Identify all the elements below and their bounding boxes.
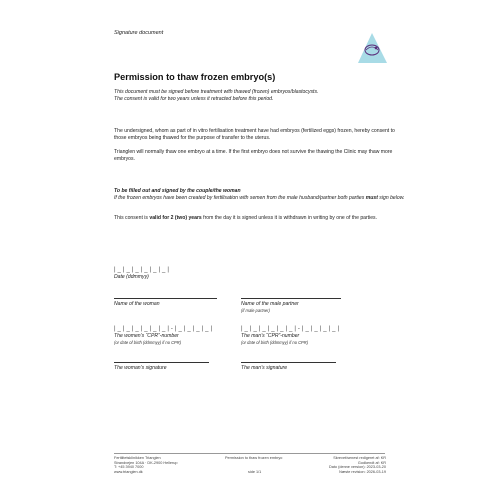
trianglen-logo-icon [354, 30, 390, 66]
woman-cpr-input-boxes[interactable]: |_|_|_|_|_|_|-|_|_|_|_| [114, 326, 215, 332]
footer-doc-title: Permission to thaw frozen embryo [225, 456, 283, 460]
partner-name-label: Name of the male partner [241, 301, 299, 307]
thawing-paragraph: Trianglen will normally thaw one embryo at a time. If the first embryo does not survive the thawing the Clinic may thaw more embryos. [114, 149, 393, 162]
woman-signature-label: The woman’s signature [114, 365, 167, 371]
fill-section-heading [114, 188, 414, 202]
man-signature-label: The man’s signature [241, 365, 288, 371]
footer-divider [114, 453, 385, 454]
intro-line-1: This document must be signed before treatment with thawed (frozen) embryos/blastocysts. [114, 89, 319, 95]
man-cpr-note: (or date of birth (ddmmyy) if no CPR) [241, 340, 309, 345]
fill-note: If the frozen embryos have been created by fertilisation with semen from the male husband/partner both parties must sign below. [114, 195, 405, 201]
validity-paragraph: This consent is valid for 2 (two) years from the day it is signed unless it is withdrawn in writing by one of the parties. [114, 215, 378, 221]
date-label: Date (ddmmyy) [114, 274, 149, 280]
intro-line-2: The consent is valid for two years unless it retracted before this period. [114, 96, 274, 102]
footer-meta: Skrevet/senest redigeret af: KR Godkendt af: KR Dato (denne version): 2023-03-20 Næste revision: 2026-03-19 [329, 456, 386, 474]
consent-paragraph: The undersigned, whom as part of in vitro fertilisation treatment have had embryos (fertilized eggs) frozen, hereby consent to those embryos being thawed for the purpose of transfer to the uterus. [114, 128, 395, 141]
man-cpr-label: The man’s “CPR”-number [241, 333, 300, 339]
date-input-boxes[interactable]: |_|_|_|_|_|_| [114, 267, 171, 273]
intro-text [114, 89, 404, 103]
man-signature-line[interactable] [241, 362, 336, 363]
woman-signature-line[interactable] [114, 362, 209, 363]
page-title: Permission to thaw frozen embryo(s) [114, 72, 276, 82]
woman-name-line[interactable] [114, 298, 217, 299]
partner-name-line[interactable] [241, 298, 341, 299]
man-cpr-input-boxes[interactable]: |_|_|_|_|_|_|-|_|_|_|_| [241, 326, 342, 332]
woman-cpr-note: (or date of birth (ddmmyy) if no CPR) [114, 340, 182, 345]
woman-cpr-label: The women’s “CPR”-number [114, 333, 179, 339]
partner-name-note: (if male partner) [241, 308, 270, 313]
woman-name-label: Name of the woman [114, 301, 160, 307]
fill-heading: To be filled out and signed by the couple/the woman [114, 188, 241, 194]
footer-clinic-info: Fertilitetsklinikken Trianglen Strandvejen 104A · DK-2900 Hellerup T: +45 3940 7000 www.trianglen.dk [114, 456, 178, 474]
document-type-label: Signature document [114, 30, 164, 36]
footer-page-number: side 1/1 [248, 470, 262, 474]
